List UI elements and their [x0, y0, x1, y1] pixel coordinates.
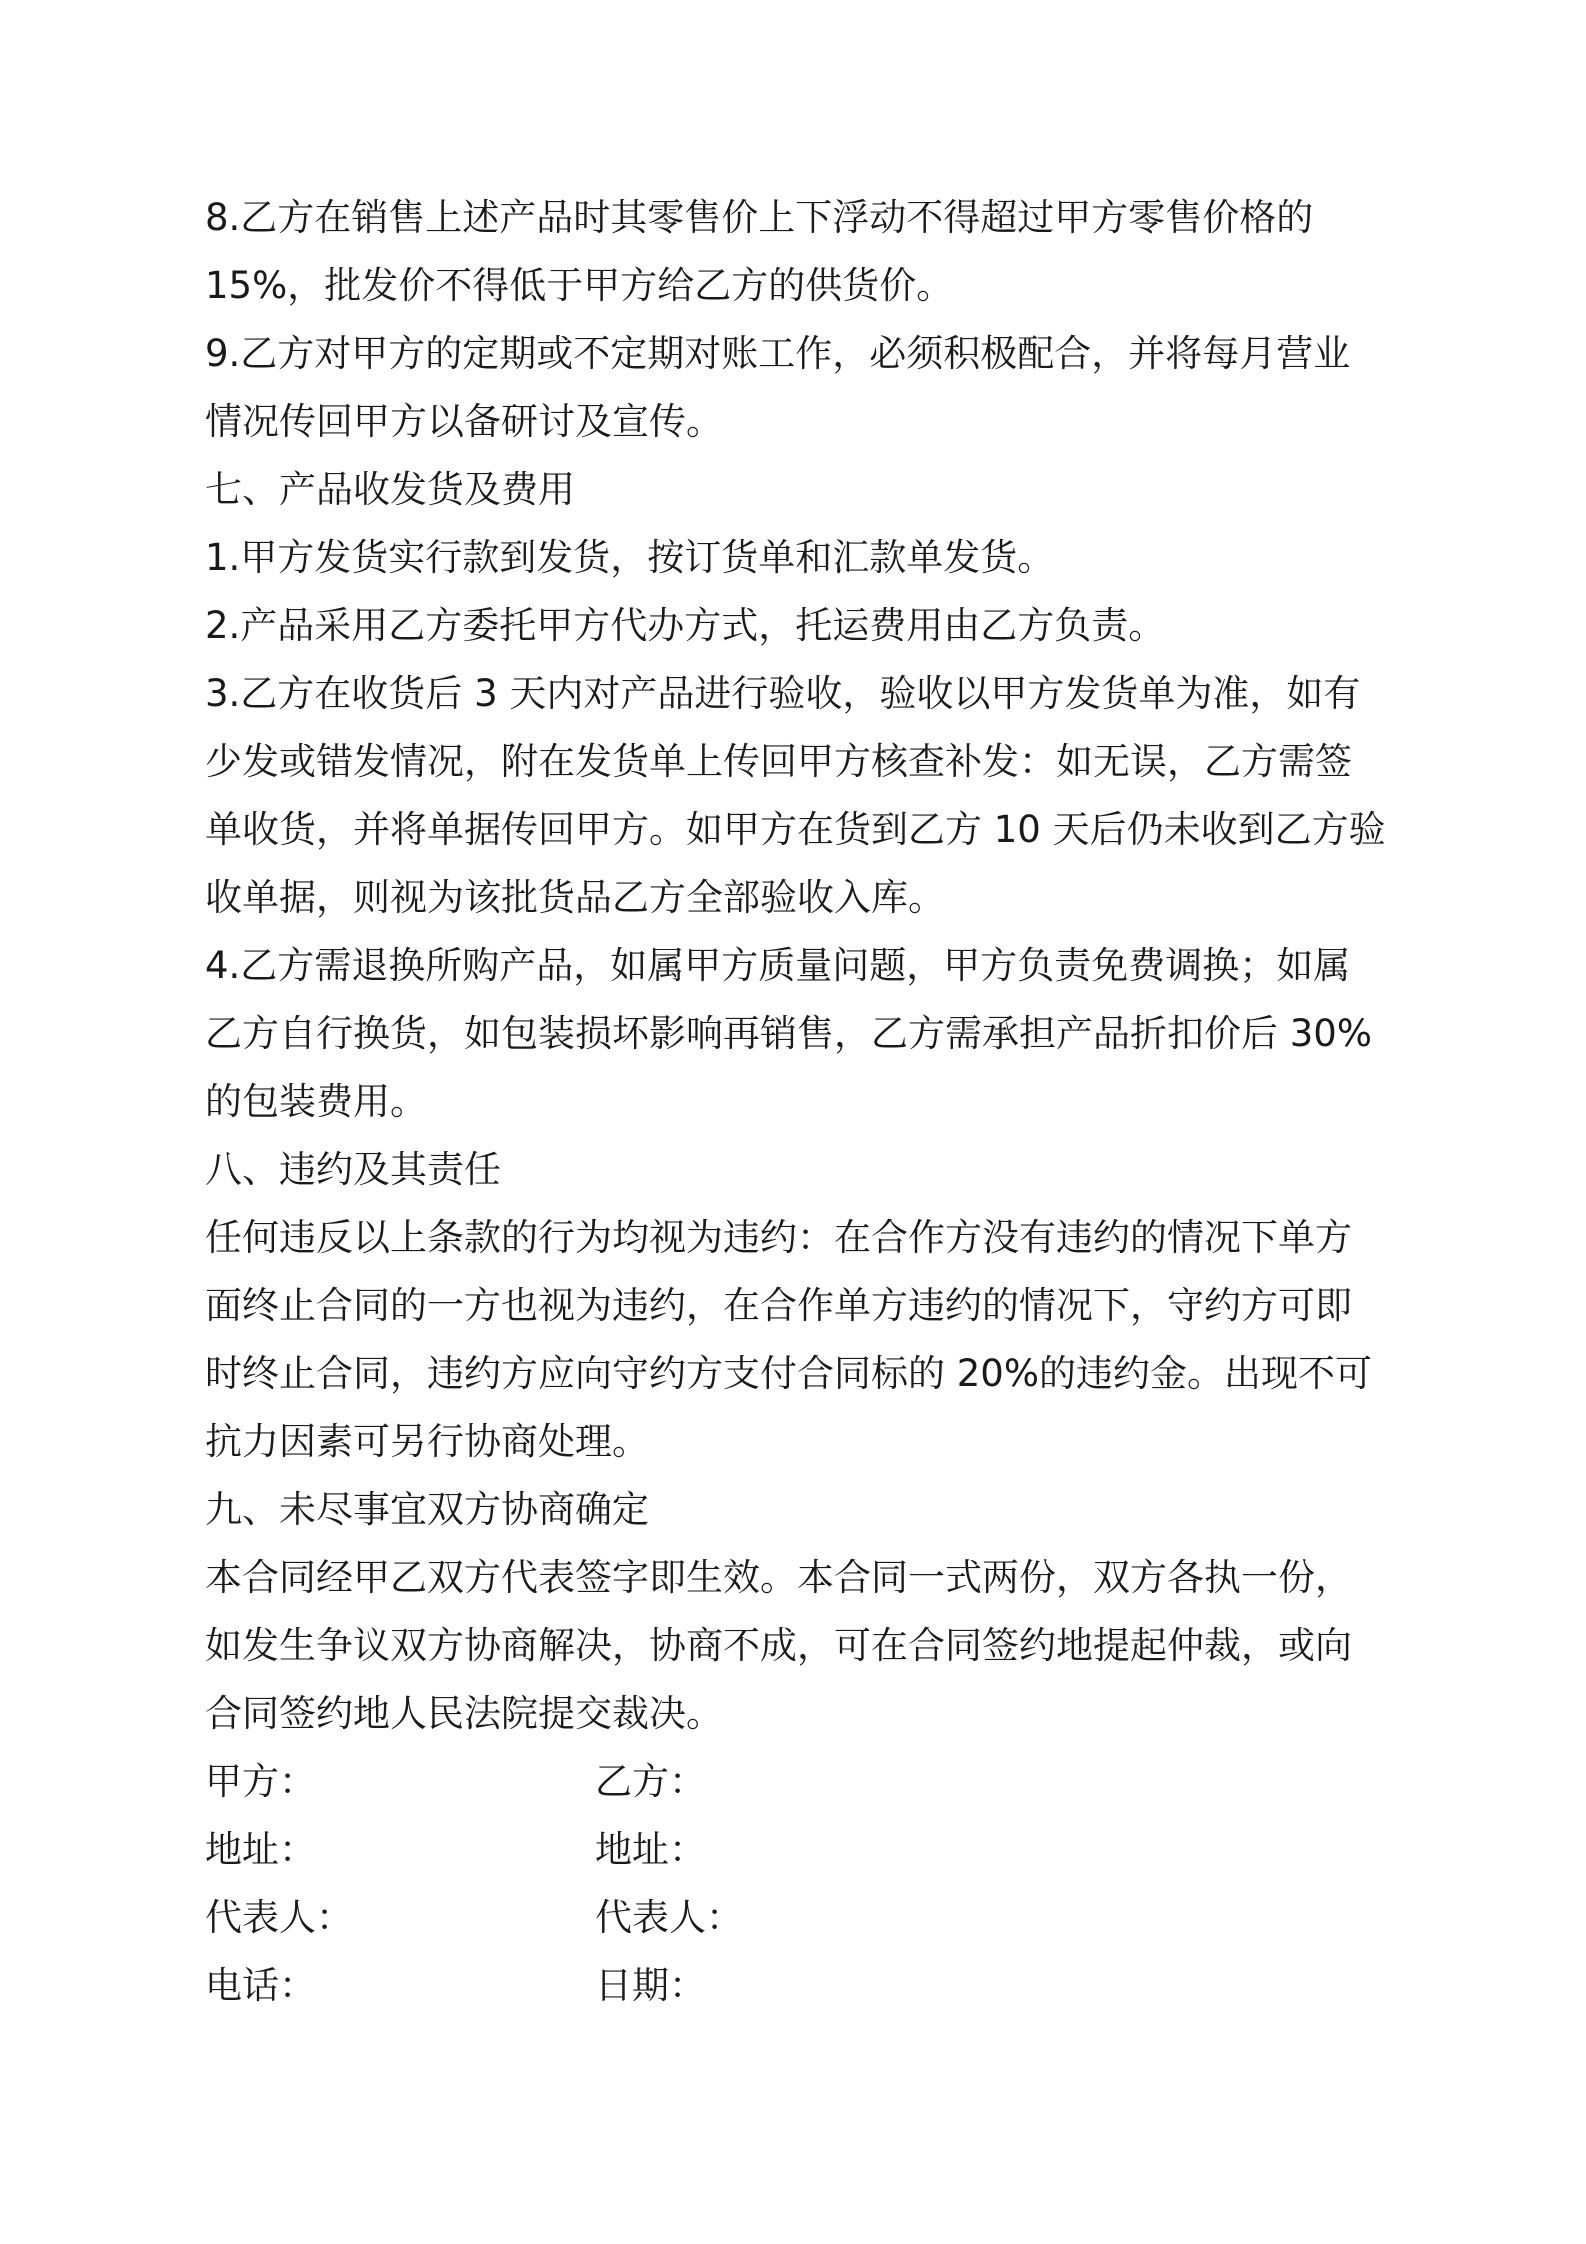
text-line: 8.乙方在销售上述产品时其零售价上下浮动不得超过甲方零售价格的: [205, 196, 1314, 239]
text-line: 9.乙方对甲方的定期或不定期对账工作，必须积极配合，并将每月营业: [205, 332, 1351, 375]
section-heading: 九、未尽事宜双方协商确定: [205, 1488, 649, 1531]
address-b-label: 地址：: [595, 1828, 706, 1871]
text-line: 任何违反以上条款的行为均视为违约：在合作方没有违约的情况下单方: [205, 1216, 1352, 1259]
date-b-label: 日期：: [595, 1964, 706, 2007]
text-line: 情况传回甲方以备研讨及宣传。: [205, 400, 723, 443]
signature-row: [205, 1748, 1405, 1816]
text-line: 的包装费用。: [205, 1080, 427, 1123]
phone-a-label: 电话：: [205, 1964, 316, 2007]
text-line: 本合同经甲乙双方代表签字即生效。本合同一式两份，双方各执一份，: [205, 1556, 1352, 1599]
text-line: 1.甲方发货实行款到发货，按订货单和汇款单发货。: [205, 536, 1055, 579]
party-b-label: 乙方：: [595, 1760, 706, 1803]
text-line: 少发或错发情况，附在发货单上传回甲方核查补发：如无误，乙方需签: [205, 740, 1352, 783]
party-a-label: 甲方：: [205, 1760, 316, 1803]
contract-body: [205, 184, 1405, 1748]
text-line: 2.产品采用乙方委托甲方代办方式，托运费用由乙方负责。: [205, 604, 1166, 647]
text-line: 乙方自行换货，如包装损坏影响再销售，乙方需承担产品折扣价后 30%: [205, 1012, 1372, 1055]
signature-row: [205, 1952, 1405, 2020]
text-line: 3.乙方在收货后 3 天内对产品进行验收，验收以甲方发货单为准，如有: [205, 672, 1361, 715]
text-line: 如发生争议双方协商解决，协商不成，可在合同签约地提起仲裁，或向: [205, 1624, 1352, 1667]
signature-row: [205, 1884, 1405, 1952]
address-a-label: 地址：: [205, 1828, 316, 1871]
text-line: 收单据，则视为该批货品乙方全部验收入库。: [205, 876, 945, 919]
text-line: 合同签约地人民法院提交裁决。: [205, 1692, 723, 1735]
representative-a-label: 代表人：: [205, 1896, 353, 1939]
text-line: 4.乙方需退换所购产品，如属甲方质量问题，甲方负责免费调换；如属: [205, 944, 1351, 987]
text-line: 时终止合同，违约方应向守约方支付合同标的 20%的违约金。出现不可: [205, 1352, 1372, 1395]
contract-page: [205, 184, 1405, 2020]
text-line: 单收货，并将单据传回甲方。如甲方在货到乙方 10 天后仍未收到乙方验: [205, 808, 1386, 851]
section-heading: 七、产品收发货及费用: [205, 468, 575, 511]
representative-b-label: 代表人：: [595, 1896, 743, 1939]
text-line: 面终止合同的一方也视为违约，在合作单方违约的情况下，守约方可即: [205, 1284, 1352, 1327]
signature-block: [205, 1748, 1405, 2020]
signature-row: [205, 1816, 1405, 1884]
text-line: 抗力因素可另行协商处理。: [205, 1420, 649, 1463]
section-heading: 八、违约及其责任: [205, 1148, 501, 1191]
text-line: 15%，批发价不得低于甲方给乙方的供货价。: [205, 264, 954, 307]
